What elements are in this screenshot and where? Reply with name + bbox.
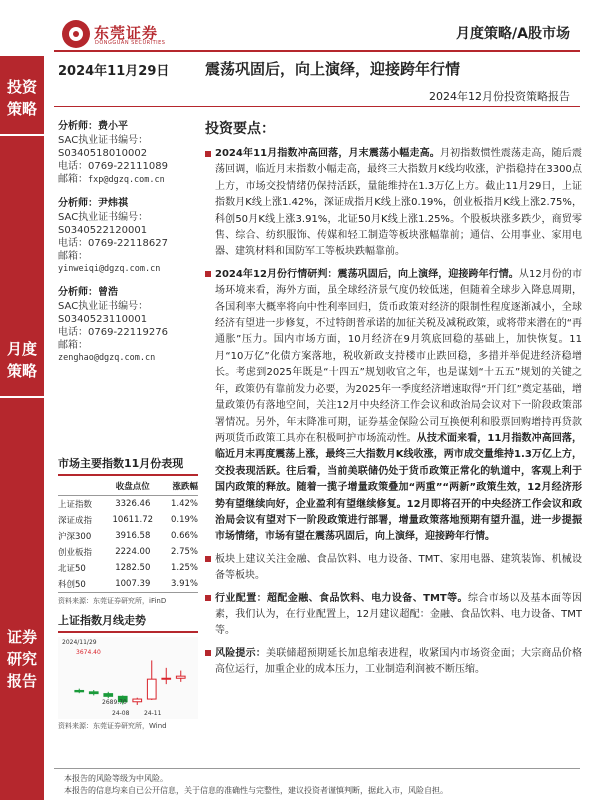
source-disclaimer: 本报告的信息均来自已公开信息，关于信息的准确性与完整性，建议投资者谨慎判断，据此入市，风险自担。 xyxy=(64,786,448,795)
candle-body xyxy=(162,678,171,679)
candle-body xyxy=(89,692,98,694)
kline-low-label: 2689.70 xyxy=(102,699,127,706)
index-name: 深证成指 xyxy=(58,516,93,526)
kline-date-label: 2024/11/29 xyxy=(62,639,97,646)
paragraph-body: 从12月份的市场环境来看，海外方面，虽全球经济景气度仍较低迷，但随着全球步入降息周期，各国利率大概率将向中性利率回归，货币政策对经济的限制性程度逐渐减小，全球经济有望进一步修复，不过特朗普承诺的加征关税及减税政策，或将带来潜在的“再通胀”压力。国内市场方面，10月经济在9月筑底回稳的基础上，加快恢复。11月“10万亿”化债方案落地，税收新政支持楼市止跌回稳，多措并举促进经济稳增长。考虑到2025年既是“十四五”规划收官之年，也是谋划“十五五”规划的关键之年，政策仍有靠前发力必要，为2025年一季度经济增速取得“开门红”奠定基础，增量政策仍有落地空间，关注12月中央经济工作会议和政治局会议对下一阶段政策部署情况。另外，年末降准可期，证券基金保险公司互换便利和股票回购增持再贷款两项货币政策工具亦在积极呵护市场流动性。 xyxy=(215,268,582,444)
kline-x-label: 24-08 xyxy=(112,710,130,717)
paragraph-body: 板块上建议关注金融、食品饮料、电力设备、TMT、家用电器、建筑装饰、机械设备等板块。 xyxy=(215,553,582,582)
candle-body xyxy=(176,676,185,678)
index-close: 1282.50 xyxy=(115,563,151,573)
outlook-paragraph xyxy=(205,267,582,546)
index-close: 1007.39 xyxy=(105,576,161,593)
analyst-email[interactable]: zenghao@dgzq.com.cn xyxy=(58,353,156,363)
analyst-phone: 电话：0769-22118627 xyxy=(58,238,168,249)
sidebar-divider xyxy=(0,134,44,136)
index-close: 3916.58 xyxy=(115,531,151,541)
analyst-name: 分析师：曾浩 xyxy=(58,287,118,298)
table-row xyxy=(58,528,198,544)
column-header xyxy=(58,476,105,496)
index-name: 沪深300 xyxy=(58,532,92,542)
candle-body xyxy=(75,690,84,691)
table-row xyxy=(58,560,198,576)
analyst-email-label: 邮箱： xyxy=(58,251,88,262)
risk-paragraph xyxy=(205,646,582,679)
index-close: 10611.72 xyxy=(112,515,154,525)
kline-chart-section xyxy=(58,612,198,731)
analyst-card xyxy=(58,197,192,276)
sidebar-label-research: 证券 研究 报告 xyxy=(6,628,37,690)
analyst-email-label: 邮箱： xyxy=(58,174,88,185)
kline-high-label: 3674.40 xyxy=(76,649,101,656)
bullet-icon xyxy=(205,650,211,656)
paragraph-body: 综合市场以及基本面等因素，我们认为，在行业配置上，12月建议超配：金融、食品饮料、电力设备、TMT等。 xyxy=(215,592,582,637)
analyst-email[interactable]: fxp@dgzq.com.cn xyxy=(88,175,165,185)
sidebar-divider xyxy=(0,396,44,398)
kline-chart-title: 上证指数月线走势 xyxy=(58,612,198,633)
analyst-card xyxy=(58,286,192,365)
analyst-card xyxy=(58,120,192,187)
sidebar xyxy=(0,56,44,800)
index-name: 上证指数 xyxy=(58,500,93,510)
brand-mark-icon xyxy=(62,20,90,48)
paragraph-lead: 2024年11月指数冲高回落，月末震荡小幅走高。 xyxy=(215,148,440,159)
candle-body xyxy=(133,699,142,702)
candle-body xyxy=(147,679,156,699)
index-change: 0.19% xyxy=(170,515,198,525)
index-close: 2224.00 xyxy=(115,547,151,557)
analyst-name: 分析师：费小平 xyxy=(58,121,128,132)
market-table-title: 市场主要指数11月份表现 xyxy=(58,455,198,476)
bullet-icon xyxy=(205,595,211,601)
brand-name: 东莞证券 xyxy=(94,24,159,42)
footer-divider xyxy=(54,768,580,769)
bullet-icon xyxy=(205,151,211,157)
index-name: 科创50 xyxy=(58,576,105,593)
footer-disclaimer xyxy=(64,773,448,797)
index-name: 创业板指 xyxy=(58,548,93,558)
index-change: 1.25% xyxy=(170,563,198,573)
analyst-email-row xyxy=(58,173,192,187)
candle-body xyxy=(104,694,113,697)
summary-paragraph xyxy=(205,146,582,261)
paragraph-body: 月初指数惯性震荡走高，随后震荡回调，临近月末指数小幅走高，最终三大指数月K线均收涨，沪指稳持在3300点上方，市场交投情绪仍保持活跃，量能维持在1.3万亿上方。截止11月29日，上证指数月K线上涨1.42%，深证成指月K线上涨0.19%，创业板指月K线上涨2.75%，科创50月K线上涨3.91%，北证50月K线上涨1.25%。个股板块涨多跌少，商贸零售、综合、纺织服饰、传媒和轻工制造等板块涨幅靠前；通信、公用事业、家用电器、建筑材料和国防军工等板块跌幅靠前。 xyxy=(215,148,583,258)
paragraph-lead: 行业配置：超配金融、食品饮料、电力设备、TMT等。 xyxy=(215,592,468,604)
analyst-cert-number: S0340522120001 xyxy=(58,225,148,236)
sidebar-label-investment: 投资 策略 xyxy=(6,78,37,118)
brand-name-en: DONGGUAN SECURITIES xyxy=(95,40,166,46)
report-date: 2024年11月29日 xyxy=(58,64,170,79)
kline-x-label: 24-11 xyxy=(144,710,162,717)
bullet-icon xyxy=(205,556,211,562)
index-change: 0.66% xyxy=(170,531,198,541)
main-content xyxy=(205,118,582,685)
report-subtitle: 2024年12月份投资策略报告 xyxy=(429,90,570,103)
table-source-note: 资料来源：东莞证券研究所，iFinD xyxy=(58,597,167,605)
table-row xyxy=(58,576,198,593)
subtitle-divider xyxy=(54,106,580,107)
index-name: 北证50 xyxy=(58,564,86,574)
analyst-phone: 电话：0769-22111089 xyxy=(58,161,168,172)
table-row xyxy=(58,496,198,513)
header-divider xyxy=(54,50,580,52)
index-table xyxy=(58,476,198,593)
market-index-table xyxy=(58,455,198,606)
analyst-phone: 电话：0769-22119276 xyxy=(58,327,168,338)
analyst-cert-number: S0340523110001 xyxy=(58,314,148,325)
bullet-icon xyxy=(205,271,211,277)
index-change: 1.42% xyxy=(170,499,198,509)
analyst-cert-label: SAC执业证书编号： xyxy=(58,301,149,312)
allocation-paragraph xyxy=(205,591,582,640)
table-row xyxy=(58,544,198,560)
analyst-email-label: 邮箱： xyxy=(58,340,88,351)
table-header-row xyxy=(58,476,198,496)
analyst-cert-number: S0340518010002 xyxy=(58,148,148,159)
index-change: 3.91% xyxy=(161,576,198,593)
sidebar-label-monthly: 月度 策略 xyxy=(6,340,37,380)
column-header: 涨跌幅 xyxy=(161,476,198,496)
analyst-email[interactable]: yinweiqi@dgzq.com.cn xyxy=(58,264,161,274)
column-header: 收盘点位 xyxy=(105,476,161,496)
sector-paragraph xyxy=(205,552,582,585)
paragraph-lead: 2024年12月份行情研判：震荡巩固后，向上演绎，迎接跨年行情。 xyxy=(215,268,519,280)
risk-level-note: 本报告的风险等级为中风险。 xyxy=(64,774,168,783)
chart-source-note: 资料来源：东莞证券研究所，Wind xyxy=(58,722,167,730)
table-row xyxy=(58,512,198,528)
section-heading: 投资要点： xyxy=(205,121,275,137)
index-change: 2.75% xyxy=(170,547,198,557)
report-category: 月度策略/A股市场 xyxy=(456,26,570,42)
report-title: 震荡巩固后，向上演绎，迎接跨年行情 xyxy=(205,60,461,78)
paragraph-lead: 风险提示： xyxy=(215,647,266,659)
analyst-cert-label: SAC执业证书编号： xyxy=(58,212,149,223)
paragraph-conclusion: 从技术面来看，11月指数冲高回落，临近月末再度震荡上涨，最终三大指数月K线收涨，两市成交量维持1.3万亿上方，交投表现活跃。往后看，当前美联储仍处于货币政策正常化的轨道中，客观上利于国内政策的释放。随着一揽子增量政策叠加“两重”“两新”政策生效，12月经济形势有望继续向好，企业盈利有望继续修复。12月即将召开的中央经济工作会议和政治局会议有望对下一阶段政策进行部署，增量政策落地预期有望升温，进一步提振市场情绪，市场有望在震荡巩固后，向上演绎，迎接跨年行情。 xyxy=(215,432,583,543)
analyst-list xyxy=(58,120,192,375)
index-close: 3326.46 xyxy=(115,499,151,509)
analyst-name: 分析师：尹炜祺 xyxy=(58,198,128,209)
paragraph-body: 美联储超预期延长加息缩表进程，收紧国内市场资金面；大宗商品价格高位运行，加重企业的成本压力，工业制造利润被不断压缩。 xyxy=(215,647,582,676)
kline-chart xyxy=(58,637,198,719)
analyst-cert-label: SAC执业证书编号： xyxy=(58,135,149,146)
